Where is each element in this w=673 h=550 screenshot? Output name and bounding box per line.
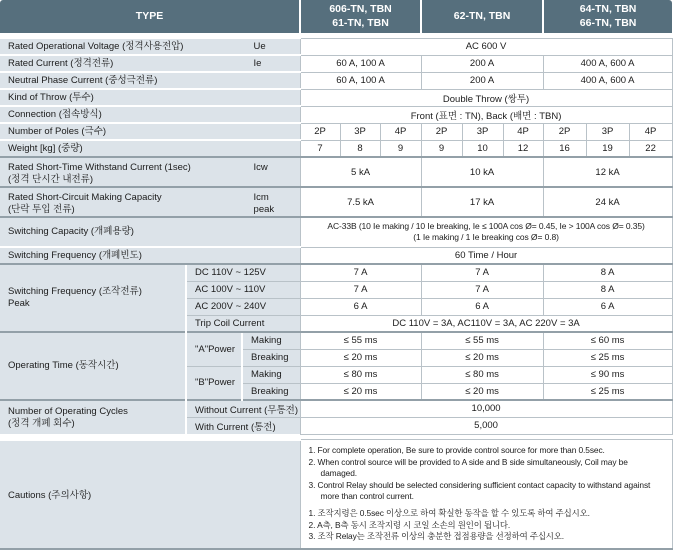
label-line2: Peak bbox=[8, 298, 30, 309]
value-cell: 12 kA bbox=[543, 157, 672, 187]
row-label-weight bbox=[0, 140, 300, 157]
sub-label-with-current: With Current (통전) bbox=[186, 417, 300, 434]
symbol-icw: Icw bbox=[253, 161, 268, 173]
caution-line: 2. A측, B측 동시 조작지령 시 코일 소손의 원인이 됩니다. bbox=[308, 519, 511, 530]
value-cell: 7 A bbox=[300, 264, 421, 281]
label-line1: Switching Frequency (조작전류) bbox=[8, 286, 142, 298]
value-cycles-without: 10,000 bbox=[300, 400, 672, 417]
value-cell: 6 A bbox=[421, 298, 543, 315]
label-text: Connection (접속방식) bbox=[8, 108, 102, 120]
cautions-korean bbox=[309, 508, 664, 543]
label-line2: (정격 개폐 회수) bbox=[8, 417, 75, 429]
row-connection bbox=[0, 106, 672, 123]
value-cell: 6 A bbox=[300, 298, 421, 315]
label-line1: Number of Operating Cycles bbox=[8, 405, 128, 417]
value-throw: Double Throw (쌍투) bbox=[300, 89, 672, 106]
value-connection: Front (표면 : TN), Back (배면 : TBN) bbox=[300, 106, 672, 123]
value-cell: 8 bbox=[340, 140, 380, 157]
value-cell: 22 bbox=[629, 140, 672, 157]
sub-label-b-power: "B"Power bbox=[186, 366, 242, 400]
value-cell: 19 bbox=[586, 140, 629, 157]
row-number-of-poles bbox=[0, 123, 672, 140]
row-label-cautions: Cautions (주의사항) bbox=[0, 440, 300, 549]
value-cell: 7 A bbox=[421, 264, 543, 281]
row-label-rated-operational-voltage bbox=[0, 38, 300, 55]
value-cell: 12 bbox=[503, 140, 543, 157]
sub-label-breaking: Breaking bbox=[242, 349, 300, 366]
header-col-64-66 bbox=[543, 0, 672, 33]
label-text bbox=[8, 162, 254, 186]
label-text: Switching Frequency (개폐빈도) bbox=[8, 249, 142, 261]
label-text: Weight [kg] (중량) bbox=[8, 142, 83, 154]
label-line1: Rated Short-Circuit Making Capacity bbox=[8, 191, 162, 203]
value-cell: 3P bbox=[586, 123, 629, 140]
symbol-line1: Icm bbox=[253, 191, 269, 203]
row-label-operating-time bbox=[0, 332, 186, 400]
value-switching-frequency: 60 Time / Hour bbox=[300, 247, 672, 264]
value-cell: ≤ 60 ms bbox=[543, 332, 672, 349]
row-operating-a-making bbox=[0, 332, 672, 349]
label-line1: Rated Short-Time Withstand Current (1sec) bbox=[8, 161, 191, 173]
value-cell: ≤ 80 ms bbox=[421, 366, 543, 383]
value-cell: 8 A bbox=[543, 281, 672, 298]
value-cell: ≤ 90 ms bbox=[543, 366, 672, 383]
value-cell: ≤ 25 ms bbox=[543, 349, 672, 366]
value-cell: ≤ 25 ms bbox=[543, 383, 672, 400]
row-label-neutral-phase-current bbox=[0, 72, 300, 89]
value-cell: 16 bbox=[543, 140, 586, 157]
row-label-number-of-poles bbox=[0, 123, 300, 140]
row-label-icw bbox=[0, 157, 300, 187]
caution-line: 1. 조작지령은 0.5sec 이상으로 하여 확실한 동작을 할 수 있도록 하여 주십시오. bbox=[308, 507, 590, 518]
header-col-606-61 bbox=[300, 0, 421, 33]
value-cell: 9 bbox=[421, 140, 462, 157]
row-kind-of-throw bbox=[0, 89, 672, 106]
value-cell: 2P bbox=[421, 123, 462, 140]
row-label-switching-capacity bbox=[0, 217, 300, 247]
value-cell: 10 bbox=[462, 140, 503, 157]
symbol-ue: Ue bbox=[253, 40, 266, 52]
label-line2: (단락 투입 전류) bbox=[8, 203, 75, 215]
symbol-ie: Ie bbox=[253, 57, 262, 69]
value-cell: 7 A bbox=[300, 281, 421, 298]
label-text: Neutral Phase Current (중성극전류) bbox=[8, 74, 158, 86]
capacity-line2: (1 Ie making / 1 Ie breaking cos Ø= 0.8) bbox=[413, 232, 559, 243]
value-trip-coil: DC 110V = 3A, AC110V = 3A, AC 220V = 3A bbox=[300, 315, 672, 332]
header-col1-line1: 606-TN, TBN bbox=[329, 2, 392, 15]
label-text bbox=[8, 406, 185, 430]
caution-line: 1. For complete operation, Be sure to provide control source for more than 0.5sec. bbox=[308, 445, 605, 455]
header-col-62 bbox=[421, 0, 543, 33]
value-cell: ≤ 55 ms bbox=[300, 332, 421, 349]
value-cell: ≤ 80 ms bbox=[300, 366, 421, 383]
label-text: Number of Poles (극수) bbox=[8, 125, 107, 137]
label-text: Rated Current (정격전류) bbox=[8, 57, 114, 69]
row-switching-capacity bbox=[0, 217, 672, 247]
capacity-line1: AC-33B (10 Ie making / 10 Ie breaking, Ie ≤ 100A cos Ø= 0.45, Ie > 100A cos Ø= 0.35) bbox=[327, 220, 645, 231]
row-label-icm bbox=[0, 187, 300, 217]
sub-label-breaking: Breaking bbox=[242, 383, 300, 400]
row-control-dc110 bbox=[0, 264, 672, 281]
row-label-rated-current bbox=[0, 55, 300, 72]
value-cell: 3P bbox=[462, 123, 503, 140]
value-cell: 6 A bbox=[543, 298, 672, 315]
value-cell: 4P bbox=[503, 123, 543, 140]
value-cell: 4P bbox=[629, 123, 672, 140]
sub-label-a-power: "A"Power bbox=[186, 332, 242, 366]
row-label-control-current bbox=[0, 264, 186, 332]
value-voltage: AC 600 V bbox=[300, 38, 672, 55]
value-cell: 9 bbox=[380, 140, 421, 157]
value-cell: ≤ 20 ms bbox=[300, 349, 421, 366]
row-weight bbox=[0, 140, 672, 157]
row-voltage bbox=[0, 38, 672, 55]
row-switching-frequency bbox=[0, 247, 672, 264]
value-cell: 8 A bbox=[543, 264, 672, 281]
label-text: Rated Operational Voltage (정격사용전압) bbox=[8, 40, 184, 52]
value-switching-capacity bbox=[300, 217, 672, 247]
value-cell: 2P bbox=[300, 123, 340, 140]
value-cell: ≤ 20 ms bbox=[300, 383, 421, 400]
value-cell: ≤ 20 ms bbox=[421, 383, 543, 400]
symbol-line2: peak bbox=[253, 203, 275, 215]
row-label-operating-cycles bbox=[0, 400, 186, 434]
caution-line: 2. When control source will be provided to A side and B side simultaneously, Coil may be damaged. bbox=[308, 456, 628, 479]
header-type: TYPE bbox=[0, 0, 300, 33]
value-cell: 7.5 kA bbox=[300, 187, 421, 217]
row-label-switching-frequency bbox=[0, 247, 300, 264]
value-cell: 17 kA bbox=[421, 187, 543, 217]
sub-label-making: Making bbox=[242, 366, 300, 383]
header-col3-line1: 64-TN, TBN bbox=[579, 2, 637, 15]
value-cell: ≤ 20 ms bbox=[421, 349, 543, 366]
row-cycles-without bbox=[0, 400, 672, 417]
label-text bbox=[8, 192, 254, 216]
header-col2-line1: 62-TN, TBN bbox=[453, 9, 511, 22]
header-col3-line2: 66-TN, TBN bbox=[579, 16, 637, 29]
value-cell: 24 kA bbox=[543, 187, 672, 217]
row-neutral-current bbox=[0, 72, 672, 89]
value-cell: 7 A bbox=[421, 281, 543, 298]
row-rated-current bbox=[0, 55, 672, 72]
symbol-icm-peak bbox=[254, 192, 300, 216]
row-cautions bbox=[0, 440, 672, 549]
value-cell: 5 kA bbox=[300, 157, 421, 187]
label-text: Switching Capacity (개폐용량) bbox=[8, 226, 134, 238]
caution-line: 3. 조작 Relay는 조작전류 이상의 충분한 접점용량을 선정하여 주십시오. bbox=[308, 531, 565, 542]
label-text bbox=[8, 286, 185, 310]
cautions-english bbox=[309, 445, 664, 503]
row-label-kind-of-throw bbox=[0, 89, 300, 106]
label-line2: (정격 단시간 내전류) bbox=[8, 173, 94, 185]
caution-line: 3. Control Relay should be selected considering sufficient contact capacity to withstand against more than control current. bbox=[308, 479, 651, 502]
header-col1-line2: 61-TN, TBN bbox=[332, 16, 389, 29]
row-icw bbox=[0, 157, 672, 187]
sub-label-ac200: AC 200V ~ 240V bbox=[186, 298, 300, 315]
row-label-connection bbox=[0, 106, 300, 123]
row-icm bbox=[0, 187, 672, 217]
value-cell: 60 A, 100 A bbox=[300, 55, 421, 72]
value-cell: 400 A, 600 A bbox=[543, 55, 672, 72]
value-cell: 400 A, 600 A bbox=[543, 72, 672, 89]
value-cycles-with: 5,000 bbox=[300, 417, 672, 434]
sub-label-ac100: AC 100V ~ 110V bbox=[186, 281, 300, 298]
value-cell: 60 A, 100 A bbox=[300, 72, 421, 89]
label-text: Operating Time (동작시간) bbox=[8, 360, 119, 372]
value-cell: 10 kA bbox=[421, 157, 543, 187]
value-cell: ≤ 55 ms bbox=[421, 332, 543, 349]
value-cell: 200 A bbox=[421, 72, 543, 89]
value-cell: 7 bbox=[300, 140, 340, 157]
value-cell: 3P bbox=[340, 123, 380, 140]
sub-label-trip-coil: Trip Coil Current bbox=[186, 315, 300, 332]
value-cell: 2P bbox=[543, 123, 586, 140]
value-cell: 200 A bbox=[421, 55, 543, 72]
header-row bbox=[0, 0, 672, 33]
sub-label-without-current: Without Current (무통전) bbox=[186, 400, 300, 417]
cautions-content bbox=[300, 440, 672, 549]
label-text: Kind of Throw (투수) bbox=[8, 91, 94, 103]
sub-label-dc110: DC 110V ~ 125V bbox=[186, 264, 300, 281]
sub-label-making: Making bbox=[242, 332, 300, 349]
value-cell: 4P bbox=[380, 123, 421, 140]
